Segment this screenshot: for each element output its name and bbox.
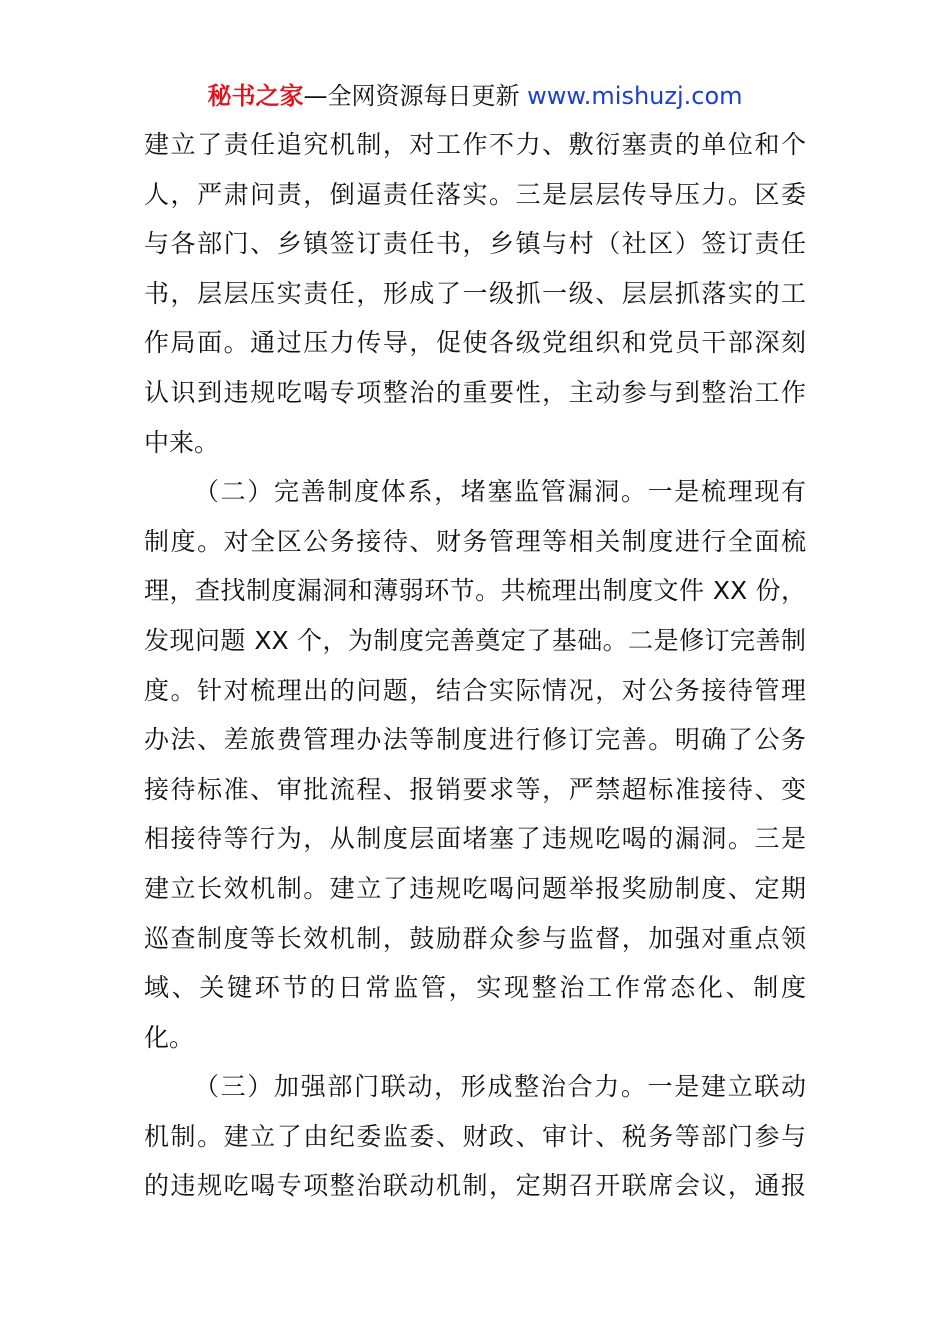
text-line: 人，严肃问责，倒逼责任落实。三是层层传导压力。区委 — [144, 179, 806, 209]
text-line: 巡查制度等长效机制，鼓励群众参与监督，加强对重点领 — [144, 923, 806, 953]
text-line: 的违规吃喝专项整治联动机制，定期召开联席会议，通报 — [144, 1171, 806, 1201]
text-line: 接待标准、审批流程、报销要求等，严禁超标准接待、变 — [144, 774, 806, 804]
document-body — [144, 120, 806, 1211]
text-line: 化。 — [144, 1022, 195, 1052]
text-line: 中来。 — [144, 427, 220, 457]
section-heading-line: （二）完善制度体系，堵塞监管漏洞。一是梳理现有 — [194, 477, 806, 507]
text-line: 建立了责任追究机制，对工作不力、敷衍塞责的单位和个 — [144, 130, 806, 159]
text-line: 域、关键环节的日常监管，实现整治工作常态化、制度 — [144, 973, 806, 1003]
text-line: 认识到违规吃喝专项整治的重要性，主动参与到整治工作 — [144, 377, 806, 407]
text-line: 与各部门、乡镇签订责任书，乡镇与村（社区）签订责任 — [144, 229, 806, 259]
page-header — [0, 78, 950, 114]
site-url[interactable]: www.mishuzj.com — [527, 82, 743, 110]
text-line: 理，查找制度漏洞和薄弱环节。共梳理出制度文件 XX 份， — [144, 576, 806, 606]
site-tagline: —全网资源每日更新 — [303, 82, 520, 110]
text-line: 机制。建立了由纪委监委、财政、审计、税务等部门参与 — [144, 1121, 806, 1151]
site-brand: 秘书之家 — [207, 82, 304, 110]
text-line: 度。针对梳理出的问题，结合实际情况，对公务接待管理 — [144, 675, 806, 705]
text-line: 制度。对全区公务接待、财务管理等相关制度进行全面梳 — [144, 526, 806, 556]
text-line: 发现问题 XX 个，为制度完善奠定了基础。二是修订完善制 — [144, 625, 806, 655]
text-line: 办法、差旅费管理办法等制度进行修订完善。明确了公务 — [144, 725, 806, 755]
text-line: 相接待等行为，从制度层面堵塞了违规吃喝的漏洞。三是 — [144, 824, 806, 854]
text-line: 作局面。通过压力传导，促使各级党组织和党员干部深刻 — [144, 328, 806, 358]
text-line: 建立长效机制。建立了违规吃喝问题举报奖励制度、定期 — [144, 873, 806, 903]
section-heading-line: （三）加强部门联动，形成整治合力。一是建立联动 — [194, 1072, 806, 1102]
text-line: 书，层层压实责任，形成了一级抓一级、层层抓落实的工 — [144, 278, 806, 308]
